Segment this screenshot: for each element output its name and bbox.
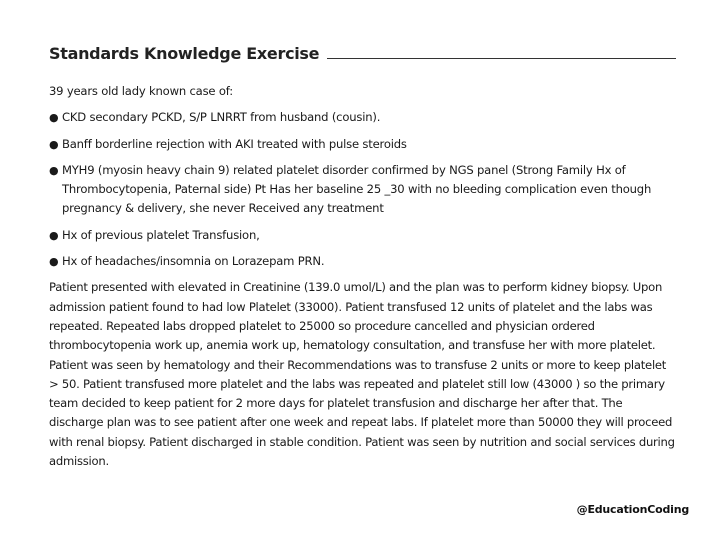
bullet-text: MYH9 (myosin heavy chain 9) related platelet disorder confirmed by NGS panel (Strong Family Hx of Thrombocytopenia, Paternal side) Pt Has her baseline 25 _30 with no bleeding complication even though pregnancy & delivery, she never Received any treatment bbox=[62, 162, 652, 216]
bullet-text: CKD secondary PCKD, S/P LNRRT from husband (cousin). bbox=[62, 110, 381, 125]
case-content bbox=[49, 82, 677, 471]
case-narrative-paragraph: Patient presented with elevated in Creatinine (139.0 umol/L) and the plan was to perform kidney biopsy. Upon admission patient found to had low Platelet (33000). Patient transfused 12 units of platelet and the labs was repeated. Repeated labs dropped platelet to 25000 so procedure cancelled and physician ordered thrombocytopenia work up, anemia work up, hematology consultation, and transfuse her with more platelet. Patient was seen by hematology and their Recommendations was to transfuse 2 units or more to keep platelet > 50. Patient transfused more platelet and the labs was repeated and platelet still low (43000 ) so the primary team decided to keep patient for 2 more days for platelet transfusion and discharge her after that. The discharge plan was to see patient after one week and repeat labs. If platelet more than 50000 they will proceed with renal biopsy. Patient discharged in stable condition. Patient was seen by nutrition and social services during admission. bbox=[49, 280, 675, 469]
bullet-icon: ● bbox=[49, 228, 59, 242]
bullet-icon: ● bbox=[49, 137, 59, 151]
title-row bbox=[49, 42, 676, 64]
bullet-icon: ● bbox=[49, 111, 59, 125]
bullet-icon: ● bbox=[49, 255, 59, 269]
case-intro: 39 years old lady known case of: bbox=[49, 84, 233, 98]
footer-credit: @EducationCoding bbox=[576, 503, 689, 516]
bullet-text: Banff borderline rejection with AKI treated with pulse steroids bbox=[62, 136, 407, 151]
bullet-text: Hx of headaches/insomnia on Lorazepam PRN. bbox=[62, 254, 325, 269]
history-bullet-list bbox=[49, 108, 677, 271]
list-item bbox=[49, 108, 677, 127]
bullet-text: Hx of previous platelet Transfusion, bbox=[62, 227, 260, 242]
list-item bbox=[49, 226, 677, 245]
list-item bbox=[49, 161, 677, 219]
list-item bbox=[49, 135, 677, 154]
bullet-icon: ● bbox=[49, 163, 59, 177]
title-underline-rule bbox=[327, 58, 676, 59]
list-item bbox=[49, 252, 677, 271]
page-title: Standards Knowledge Exercise bbox=[49, 44, 320, 63]
